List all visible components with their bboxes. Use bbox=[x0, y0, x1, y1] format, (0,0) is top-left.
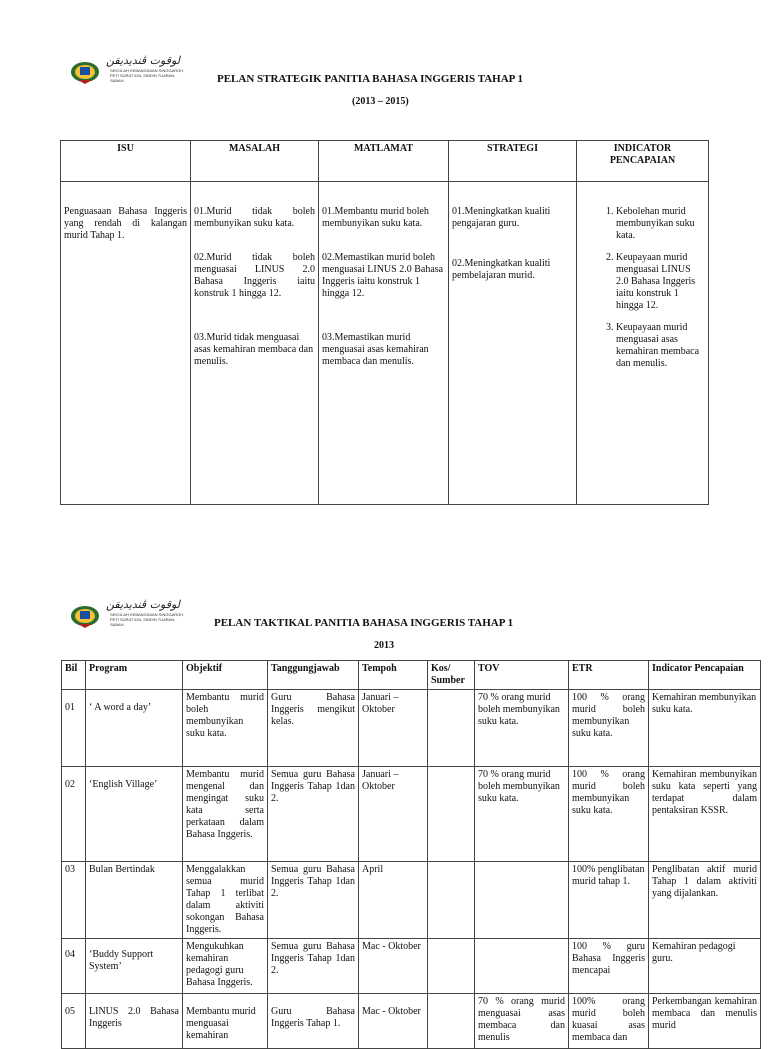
header-tov: TOV bbox=[475, 661, 569, 690]
cell-kos bbox=[428, 994, 475, 1049]
matlamat-item: 01.Membantu murid boleh membunyikan suku kata. bbox=[322, 206, 429, 229]
list-item: 3. Keupayaan murid menguasai asas kemahiran membaca dan menulis. bbox=[616, 322, 705, 370]
header-program: Program bbox=[86, 661, 183, 690]
header-tanggungjawab: Tanggungjawab bbox=[268, 661, 359, 690]
cell-tempoh: April bbox=[359, 862, 428, 939]
cell-kos bbox=[428, 690, 475, 767]
school-logo bbox=[70, 54, 210, 86]
cell-etr: 100 % orang murid boleh membunyikan suku kata. bbox=[569, 767, 649, 862]
header-indicator: Indicator Pencapaian bbox=[649, 661, 761, 690]
cell-bil: 02 bbox=[62, 767, 86, 862]
cell-tov bbox=[475, 862, 569, 939]
cell-kos bbox=[428, 767, 475, 862]
header-strategi: STRATEGI bbox=[449, 141, 577, 182]
cell-objektif: Membantu murid boleh membunyikan suku kata. bbox=[183, 690, 268, 767]
matlamat-item: 03.Memastikan murid menguasai asas kemahiran membaca dan menulis. bbox=[322, 332, 429, 367]
header-masalah: MASALAH bbox=[191, 141, 319, 182]
cell-tempoh: Januari – Oktober bbox=[359, 767, 428, 862]
masalah-item: 02.Murid tidak boleh menguasai LINUS 2.0 Bahasa Inggeris iaitu konstruk 1 hingga 12. bbox=[194, 252, 315, 299]
cell-program: Bulan Bertindak bbox=[86, 862, 183, 939]
cell-bil: 05 bbox=[62, 994, 86, 1049]
strategi-item: 02.Meningkatkan kualiti pembelajaran murid. bbox=[452, 258, 551, 281]
cell-bil: 03 bbox=[62, 862, 86, 939]
cell-masalah bbox=[191, 182, 319, 505]
strategic-plan-title: PELAN STRATEGIK PANITIA BAHASA INGGERIS TAHAP 1 bbox=[217, 73, 524, 85]
cell-tanggungjawab: Semua guru Bahasa Inggeris Tahap 1dan 2. bbox=[268, 767, 359, 862]
indicator-list bbox=[580, 206, 705, 370]
table-row bbox=[62, 862, 761, 939]
tactical-plan-title: PELAN TAKTIKAL PANITIA BAHASA INGGERIS TAHAP 1 bbox=[214, 617, 514, 629]
cell-tanggungjawab: Guru Bahasa Inggeris mengikut kelas. bbox=[268, 690, 359, 767]
header-indicator: INDICATOR PENCAPAIAN bbox=[577, 141, 709, 182]
cell-etr: 100% penglibatan murid tahap 1. bbox=[569, 862, 649, 939]
cell-bil: 01 bbox=[62, 690, 86, 767]
cell-objektif: Membantu murid menguasai kemahiran bbox=[183, 994, 268, 1049]
cell-objektif: Membantu murid mengenal dan mengingat suku kata serta perkataan dalam Bahasa Inggeris. bbox=[183, 767, 268, 862]
cell-indicator: Penglibatan aktif murid Tahap 1 dalam aktiviti yang dijalankan. bbox=[649, 862, 761, 939]
table-row bbox=[62, 690, 761, 767]
cell-program: ‘English Village’ bbox=[86, 767, 183, 862]
logo-address: SEKOLAH KEBANGSAAN SINGGAROH, PETI SURAT 634, SINDIN TUARAN, SABAH. bbox=[110, 68, 185, 83]
cell-objektif: Menggalakkan semua murid Tahap 1 terlibat dalam aktiviti sokongan Bahasa Inggeris. bbox=[183, 862, 268, 939]
cell-tov: 70 % orang murid boleh membunyikan suku kata. bbox=[475, 690, 569, 767]
school-crest-icon bbox=[70, 58, 100, 84]
school-logo bbox=[70, 598, 210, 630]
cell-etr: 100 % orang murid boleh membunyikan suku kata. bbox=[569, 690, 649, 767]
header-objektif: Objektif bbox=[183, 661, 268, 690]
masalah-item: 03.Murid tidak menguasai asas kemahiran membaca dan menulis. bbox=[194, 332, 314, 367]
logo-address: SEKOLAH KEBANGSAAN SINGGAROH, PETI SURAT 634, SINDIN TUARAN, SABAH. bbox=[110, 612, 185, 627]
cell-indicator: Perkembangan kemahiran membaca dan menulis murid bbox=[649, 994, 761, 1049]
cell-tanggungjawab: Guru Bahasa Inggeris Tahap 1. bbox=[268, 994, 359, 1049]
cell-tempoh: Mac - Oktober bbox=[359, 994, 428, 1049]
cell-program: LINUS 2.0 Bahasa Inggeris bbox=[86, 994, 183, 1049]
tactical-plan-table bbox=[61, 660, 761, 1049]
cell-program: ‘Buddy Support System’ bbox=[86, 939, 183, 994]
table-row bbox=[61, 182, 709, 505]
logo-script-text: لوقوت ڤنديديقن bbox=[106, 598, 181, 611]
cell-etr: 100% orang murid boleh kuasai asas membaca dan bbox=[569, 994, 649, 1049]
header-isu: ISU bbox=[61, 141, 191, 182]
cell-strategi bbox=[449, 182, 577, 505]
header-kos-sumber: Kos/ Sumber bbox=[428, 661, 475, 690]
strategic-plan-table bbox=[60, 140, 709, 505]
logo-script-text: لوقوت ڤنديديقن bbox=[106, 54, 181, 67]
cell-tanggungjawab: Semua guru Bahasa Inggeris Tahap 1dan 2. bbox=[268, 862, 359, 939]
table-header-row bbox=[62, 661, 761, 690]
masalah-item: 01.Murid tidak boleh membunyikan suku kata. bbox=[194, 206, 315, 229]
header-tempoh: Tempoh bbox=[359, 661, 428, 690]
table-row bbox=[62, 767, 761, 862]
cell-tov: 70 % orang murid boleh membunyikan suku kata. bbox=[475, 767, 569, 862]
cell-program: ‘ A word a day’ bbox=[86, 690, 183, 767]
cell-tov bbox=[475, 939, 569, 994]
cell-kos bbox=[428, 939, 475, 994]
header-matlamat: MATLAMAT bbox=[319, 141, 449, 182]
school-crest-icon bbox=[70, 602, 100, 628]
list-item: 1. Kebolehan murid membunyikan suku kata. bbox=[616, 206, 705, 242]
cell-tov: 70 % orang murid menguasai asas membaca dan menulis bbox=[475, 994, 569, 1049]
cell-tanggungjawab: Semua guru Bahasa Inggeris Tahap 1dan 2. bbox=[268, 939, 359, 994]
cell-indicator bbox=[577, 182, 709, 505]
cell-bil: 04 bbox=[62, 939, 86, 994]
cell-isu: Penguasaan Bahasa Inggeris yang rendah di kalangan murid Tahap 1. bbox=[61, 182, 191, 505]
cell-tempoh: Mac - Oktober bbox=[359, 939, 428, 994]
header-etr: ETR bbox=[569, 661, 649, 690]
table-row bbox=[62, 939, 761, 994]
cell-objektif: Mengukuhkan kemahiran pedagogi guru Bahasa Inggeris. bbox=[183, 939, 268, 994]
cell-indicator: Kemahiran membunyikan suku kata. bbox=[649, 690, 761, 767]
cell-indicator: Kemahiran membunyikan suku kata seperti yang terdapat dalam pentaksiran KSSR. bbox=[649, 767, 761, 862]
tactical-plan-year: 2013 bbox=[374, 640, 394, 651]
list-item: 2. Keupayaan murid menguasai LINUS 2.0 Bahasa Inggeris iaitu konstruk 1 hingga 12. bbox=[616, 252, 705, 312]
cell-matlamat bbox=[319, 182, 449, 505]
table-row bbox=[62, 994, 761, 1049]
cell-kos bbox=[428, 862, 475, 939]
cell-tempoh: Januari – Oktober bbox=[359, 690, 428, 767]
matlamat-item: 02.Memastikan murid boleh menguasai LINUS 2.0 Bahasa Inggeris iaitu konstruk 1 hingga 12. bbox=[322, 252, 444, 299]
table-header-row bbox=[61, 141, 709, 182]
header-bil: Bil bbox=[62, 661, 86, 690]
cell-etr: 100 % guru Bahasa Inggeris mencapai bbox=[569, 939, 649, 994]
strategi-item: 01.Meningkatkan kualiti pengajaran guru. bbox=[452, 206, 551, 229]
cell-indicator: Kemahiran pedagogi guru. bbox=[649, 939, 761, 994]
strategic-plan-years: (2013 – 2015) bbox=[352, 96, 409, 107]
